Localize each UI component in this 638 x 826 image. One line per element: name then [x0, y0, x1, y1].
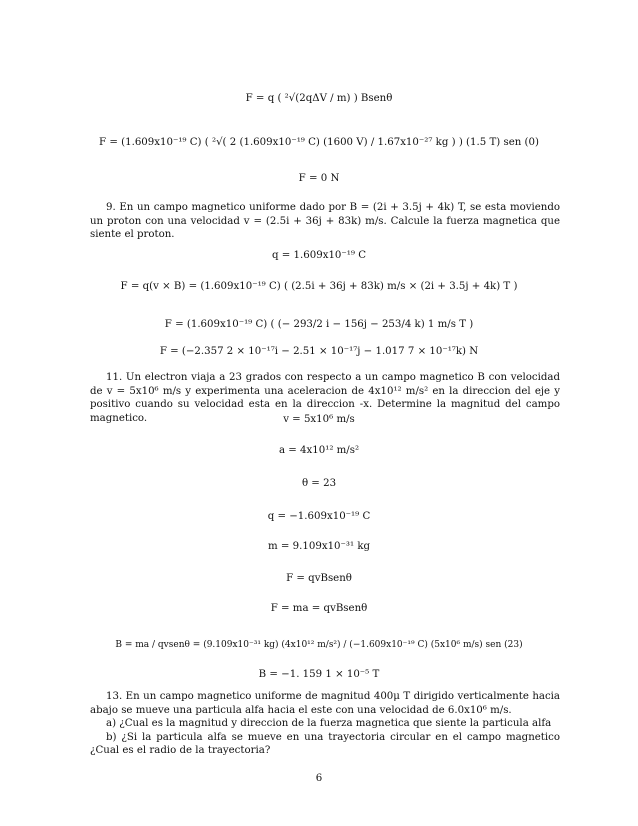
- equation-force-vector: F = (−2.357 2 × 10⁻¹⁷i − 2.51 × 10⁻¹⁷j − 1.017 7 × 10⁻¹⁷k) N: [159, 346, 479, 357]
- equation-newton-lorentz: F = ma = qvBsenθ: [270, 603, 368, 614]
- equation-force-top: F = q ( ²√(2qΔV / m) ) Bsenθ: [245, 93, 393, 104]
- equation-lorentz: F = qvBsenθ: [286, 573, 352, 584]
- equation-b-field: B = ma / qvsenθ = (9.109x10⁻³¹ kg) (4x10¹² m/s²) / (−1.609x10⁻¹⁹ C) (5x10⁶ m/s) sen (23): [115, 640, 523, 650]
- problem-9: [90, 201, 560, 242]
- equation-electron-mass: m = 9.109x10⁻³¹ kg: [267, 541, 371, 552]
- equation-charge: q = 1.609x10⁻¹⁹ C: [272, 250, 366, 261]
- equation-b-result: B = −1. 159 1 × 10⁻⁵ T: [258, 669, 380, 680]
- equation-velocity: v = 5x10⁶ m/s: [283, 414, 355, 425]
- equation-electron-charge: q = −1.609x10⁻¹⁹ C: [267, 511, 371, 522]
- equation-cross-result: F = (1.609x10⁻¹⁹ C) ( (− 293/2 i − 156j − 253/4 k) 1 m/s T ): [164, 319, 474, 330]
- problem-11-text: 11. Un electron viaja a 23 grados con respecto a un campo magnetico B con velocidad de v = 5x10⁶ m/s y experimenta una aceleracion de 4x10¹² m/s² en la direccion del eje y positivo cuando su velocidad esta en la direccion -x. Determine la magnitud del campo magnetico.: [90, 372, 560, 424]
- problem-13-text: 13. En un campo magnetico uniforme de magnitud 400μ T dirigido verticalmente hacia abajo se mueve una particula alfa hacia el este con una velocidad de 6.0x10⁶ m/s.: [90, 691, 560, 716]
- problem-13b-text: b) ¿Si la particula alfa se mueve en una trayectoria circular en el campo magnetico ¿Cual es el radio de la trayectoria?: [90, 731, 560, 756]
- problem-13: [90, 690, 560, 758]
- equation-cross-product: F = q(v × B) = (1.609x10⁻¹⁹ C) ( (2.5i + 36j + 83k) m/s × (2i + 3.5j + 4k) T ): [120, 281, 518, 292]
- equation-force-substituted: F = (1.609x10⁻¹⁹ C) ( ²√( 2 (1.609x10⁻¹⁹ C) (1600 V) / 1.67x10⁻²⁷ kg ) ) (1.5 T) sen (0): [99, 137, 539, 148]
- problem-9-text: 9. En un campo magnetico uniforme dado por B = (2i + 3.5j + 4k) T, se esta moviendo un proton con una velocidad v = (2.5i + 36j + 83k) m/s. Calcule la fuerza magnetica que siente el proton.: [90, 202, 560, 240]
- problem-13a-text: a) ¿Cual es la magnitud y direccion de la fuerza magnetica que siente la particula alfa: [106, 718, 552, 729]
- equation-angle: θ = 23: [301, 478, 337, 489]
- page-number: 6: [315, 773, 323, 784]
- equation-force-result: F = 0 N: [298, 173, 340, 184]
- equation-acceleration: a = 4x10¹² m/s²: [278, 445, 360, 456]
